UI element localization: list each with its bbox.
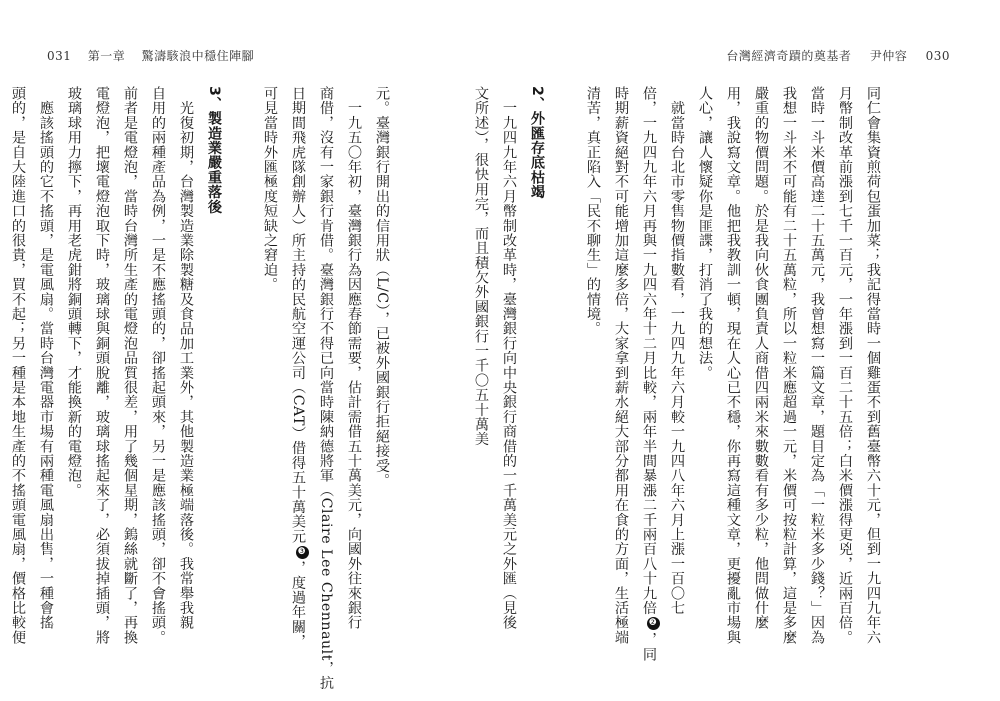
column-spacer <box>228 86 256 626</box>
text-column <box>284 86 312 649</box>
text-column: 前者是電燈泡，當時台灣所生產的電燈泡品質很差，用了幾個星期，鎢絲就斷了，再換 <box>122 86 138 645</box>
chapter-label: 第一章 <box>87 49 126 63</box>
footnote-marker: ❷ <box>647 617 660 630</box>
text-column: 商借，沒有一家銀行肯借。臺灣銀行不得已向當時陳納德將軍（Claire Lee Chennault，抗 <box>318 86 334 691</box>
text-column: 時期薪資絕對不可能增加這麼多倍，大家拿到薪水絕大部分都用在食的方面，生活極端 <box>613 86 629 645</box>
text-column: 可見當時外匯極度短缺之窘迫。 <box>262 86 278 292</box>
book-title: 台灣經濟奇蹟的奠基者 <box>726 49 852 63</box>
section-heading: 2、外匯存底枯竭 <box>529 86 545 200</box>
text-column: 頭的，是自大陸進口的很貴，買不起；另一種是本地生產的不搖頭電風扇，價格比較便 <box>10 86 26 645</box>
text-column: 元。臺灣銀行開出的信用狀（L/C），已被外國銀行拒絕接受。 <box>374 86 390 488</box>
chapter-title: 驚濤駭浪中穩住陣腳 <box>141 49 255 63</box>
section-heading: 3、製造業嚴重落後 <box>206 86 222 214</box>
left-page-body <box>0 86 396 691</box>
text-column: 文所述），很快用完，而且積欠外國銀行一千〇五十萬美 <box>473 86 489 447</box>
text-column: 玻璃球用力擰下，再用老虎鉗將銅頭轉下，才能換新的電燈泡。 <box>66 86 82 498</box>
text-run: 倍，一九四九年六月再與一九四六年十二月比較，兩年半間暴漲二千兩百八十九倍 <box>641 86 657 616</box>
right-page-body <box>467 86 887 662</box>
text-run: 日期間飛虎隊創辦人）所主持的民航空運公司（CAT）借得五十萬美元 <box>290 86 306 544</box>
right-page-number: 030 <box>925 49 950 63</box>
text-column: 一九五〇年初，臺灣銀行為因應春節需要，估計需借五十萬美元，向國外往來銀行 <box>346 86 362 630</box>
left-page-number: 031 <box>47 49 72 63</box>
text-column <box>635 86 663 662</box>
text-column: 用，我說寫文章。他把我教訓一頓，現在人心已不穩，你再寫這種文章，更擾亂市場與 <box>725 86 741 645</box>
left-running-header <box>47 47 266 64</box>
text-column: 光復初期，台灣製造業除製糖及食品加工業外，其他製造業極端落後。我常舉我親 <box>178 86 194 630</box>
text-column: 當時一斗米價高達二十五萬元，我曾想寫一篇文章，題目定為「一粒米多少錢？」因為 <box>809 86 825 645</box>
text-column: 清苦，真正陷入「民不聊生」的情境。 <box>585 86 601 336</box>
right-running-header <box>712 47 950 64</box>
text-column: 就當時台北市零售物價指數看，一九四九年六月較一九四八年六月上漲一百〇七 <box>669 86 685 616</box>
text-column: 同仁會集資煎荷包蛋加菜；我記得當時一個雞蛋不到舊臺幣六十元，但到一九四九年六 <box>865 86 881 645</box>
text-column: 月幣制改革前漲到七千一百元，一年漲到一百二十五倍；白米價漲得更兇，近兩百倍。 <box>837 86 853 645</box>
text-column: 一九四九年六月幣制改革時，臺灣銀行向中央銀行商借的一千萬美元之外匯（見後 <box>501 86 517 630</box>
text-column: 電燈泡，把壞電燈泡取下時，玻璃球與銅頭脫離，玻璃球搖起來了，必須拔掉插頭，將 <box>94 86 110 645</box>
text-column: 人心，讓人懷疑你是匪諜，打消了我的想法。 <box>697 86 713 380</box>
author-name: 尹仲容 <box>869 49 908 63</box>
text-column: 應該搖頭的它不搖頭，是電風扇。當時台灣電器市場有兩種電風扇出售，一種會搖 <box>38 86 54 630</box>
column-spacer <box>551 86 579 626</box>
text-column: 嚴重的物價問題。於是我向伙食團負責人商借四兩米來數數看有多少粒，他問做什麼 <box>753 86 769 630</box>
text-column: 自用的兩種產品為例，一是不應搖頭的，卻搖起頭來，另一是應該搖頭，卻不會搖頭。 <box>150 86 166 645</box>
text-run: ，度過年關， <box>290 560 306 649</box>
footnote-marker: ❸ <box>296 546 309 559</box>
text-column: 我想一斗米不可能有二十五萬粒，所以一粒米應超過一元，米價可按粒計算，這是多麼 <box>781 86 797 645</box>
text-run: ，同 <box>641 632 657 662</box>
